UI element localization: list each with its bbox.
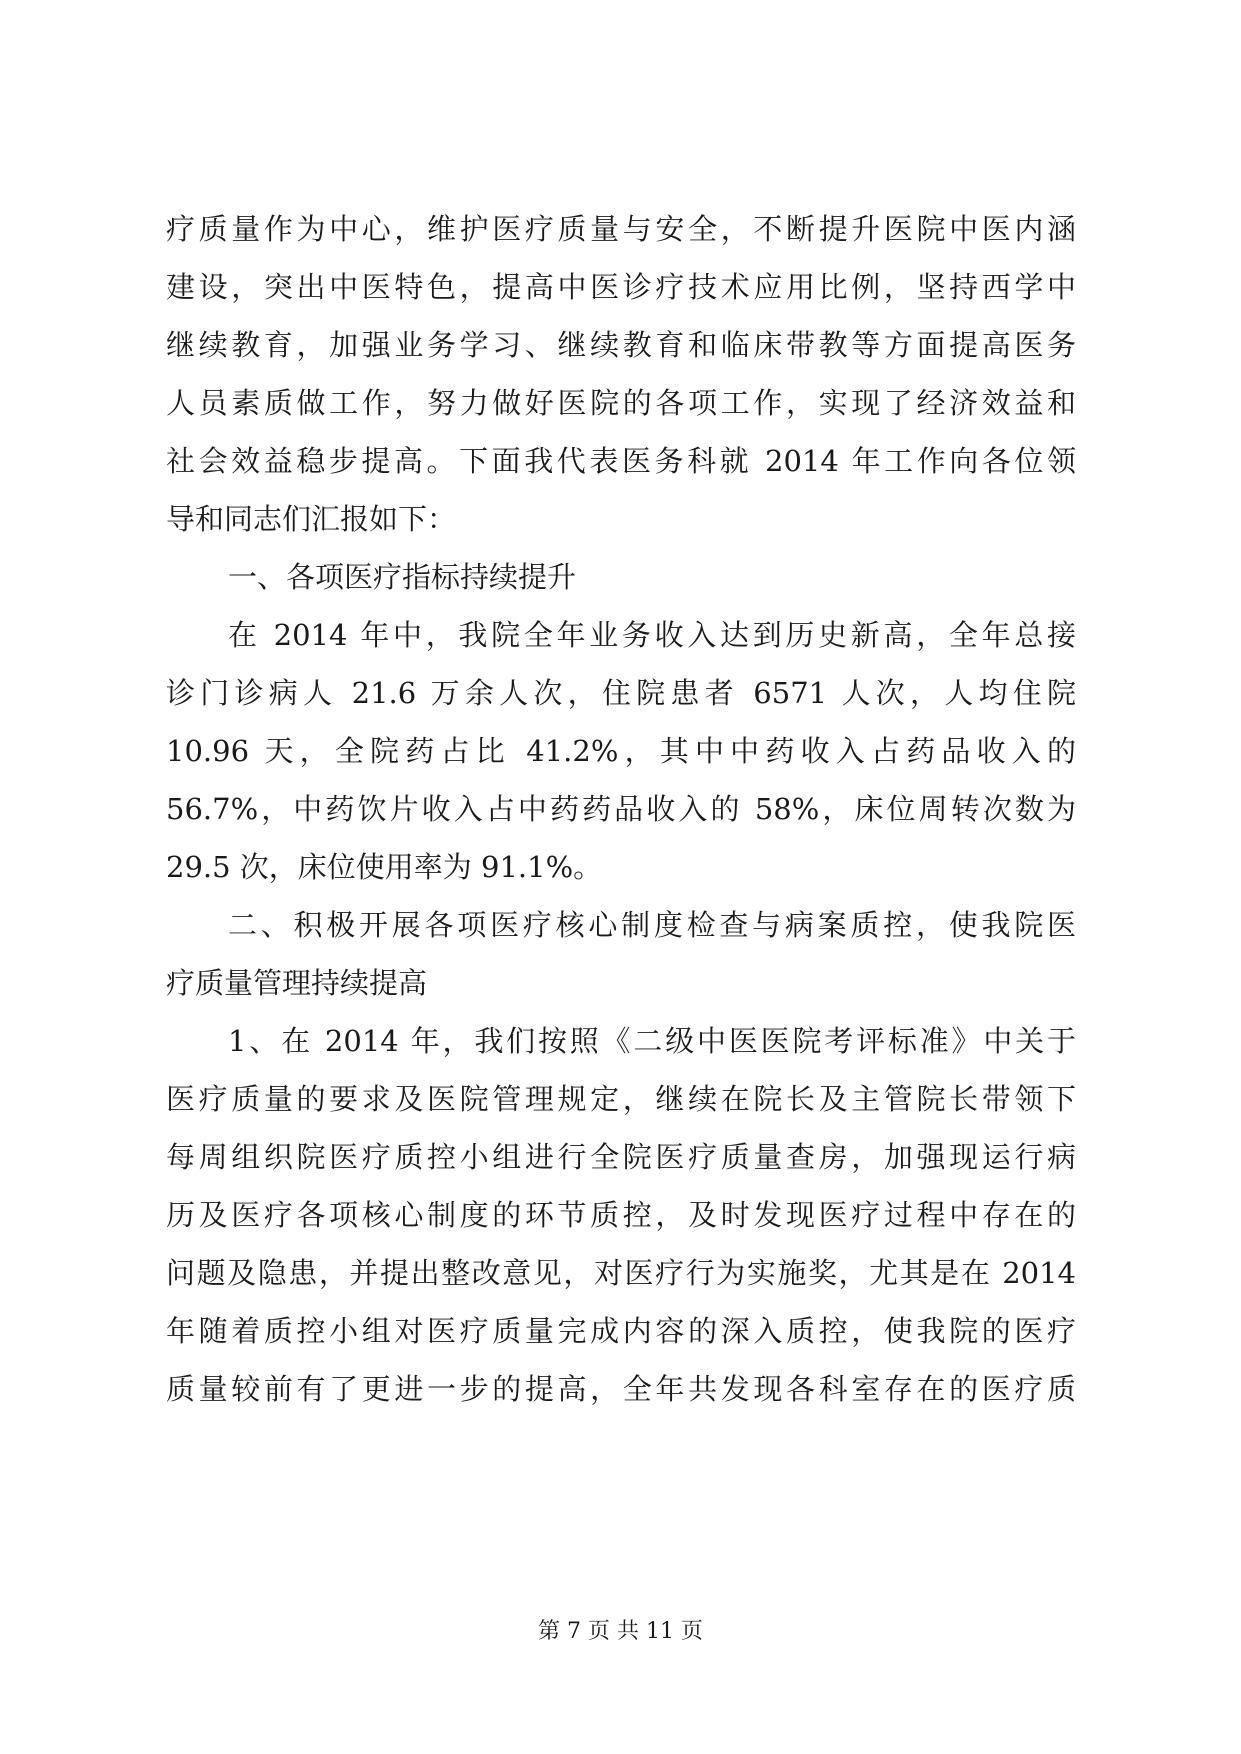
body-line-8: 在 2014 年中，我院全年业务收入达到历史新高，全年总接 xyxy=(228,618,1076,652)
body-line-18: 历及医疗各项核心制度的环节质控，及时发现医疗过程中存在的 xyxy=(166,1198,1076,1232)
body-line-9: 诊门诊病人 21.6 万余人次，住院患者 6571 人次，人均住院 xyxy=(166,676,1076,710)
body-line-2: 建设，突出中医特色，提高中医诊疗技术应用比例，坚持西学中 xyxy=(166,270,1076,304)
section-heading-2-cont: 疗质量管理持续提高 xyxy=(166,966,428,1000)
body-line-10: 10.96 天，全院药占比 41.2%，其中中药收入占药品收入的 xyxy=(166,734,1076,768)
section-heading-2: 二、积极开展各项医疗核心制度检查与病案质控，使我院医 xyxy=(228,908,1076,942)
body-line-20: 年随着质控小组对医疗质量完成内容的深入质控，使我院的医疗 xyxy=(166,1314,1076,1348)
body-line-16: 医疗质量的要求及医院管理规定，继续在院长及主管院长带领下 xyxy=(166,1082,1076,1116)
body-line-4: 人员素质做工作，努力做好医院的各项工作，实现了经济效益和 xyxy=(166,386,1076,420)
body-line-21: 质量较前有了更进一步的提高，全年共发现各科室存在的医疗质 xyxy=(166,1372,1076,1406)
body-line-5: 社会效益稳步提高。下面我代表医务科就 2014 年工作向各位领 xyxy=(166,444,1076,478)
body-line-6: 导和同志们汇报如下： xyxy=(166,502,457,536)
page-number-footer: 第 7 页 共 11 页 xyxy=(538,1619,703,1644)
body-line-15: 1、在 2014 年，我们按照《二级中医医院考评标准》中关于 xyxy=(228,1024,1076,1058)
body-line-1: 疗质量作为中心，维护医疗质量与安全，不断提升医院中医内涵 xyxy=(166,212,1076,246)
body-line-11: 56.7%，中药饮片收入占中药药品收入的 58%，床位周转次数为 xyxy=(166,792,1076,826)
body-line-3: 继续教育，加强业务学习、继续教育和临床带教等方面提高医务 xyxy=(166,328,1076,362)
body-line-12: 29.5 次，床位使用率为 91.1%。 xyxy=(166,850,603,884)
body-line-17: 每周组织院医疗质控小组进行全院医疗质量查房，加强现运行病 xyxy=(166,1140,1076,1174)
section-heading-1: 一、各项医疗指标持续提升 xyxy=(228,560,577,594)
body-line-19: 问题及隐患，并提出整改意见，对医疗行为实施奖，尤其是在 2014 xyxy=(166,1256,1076,1290)
